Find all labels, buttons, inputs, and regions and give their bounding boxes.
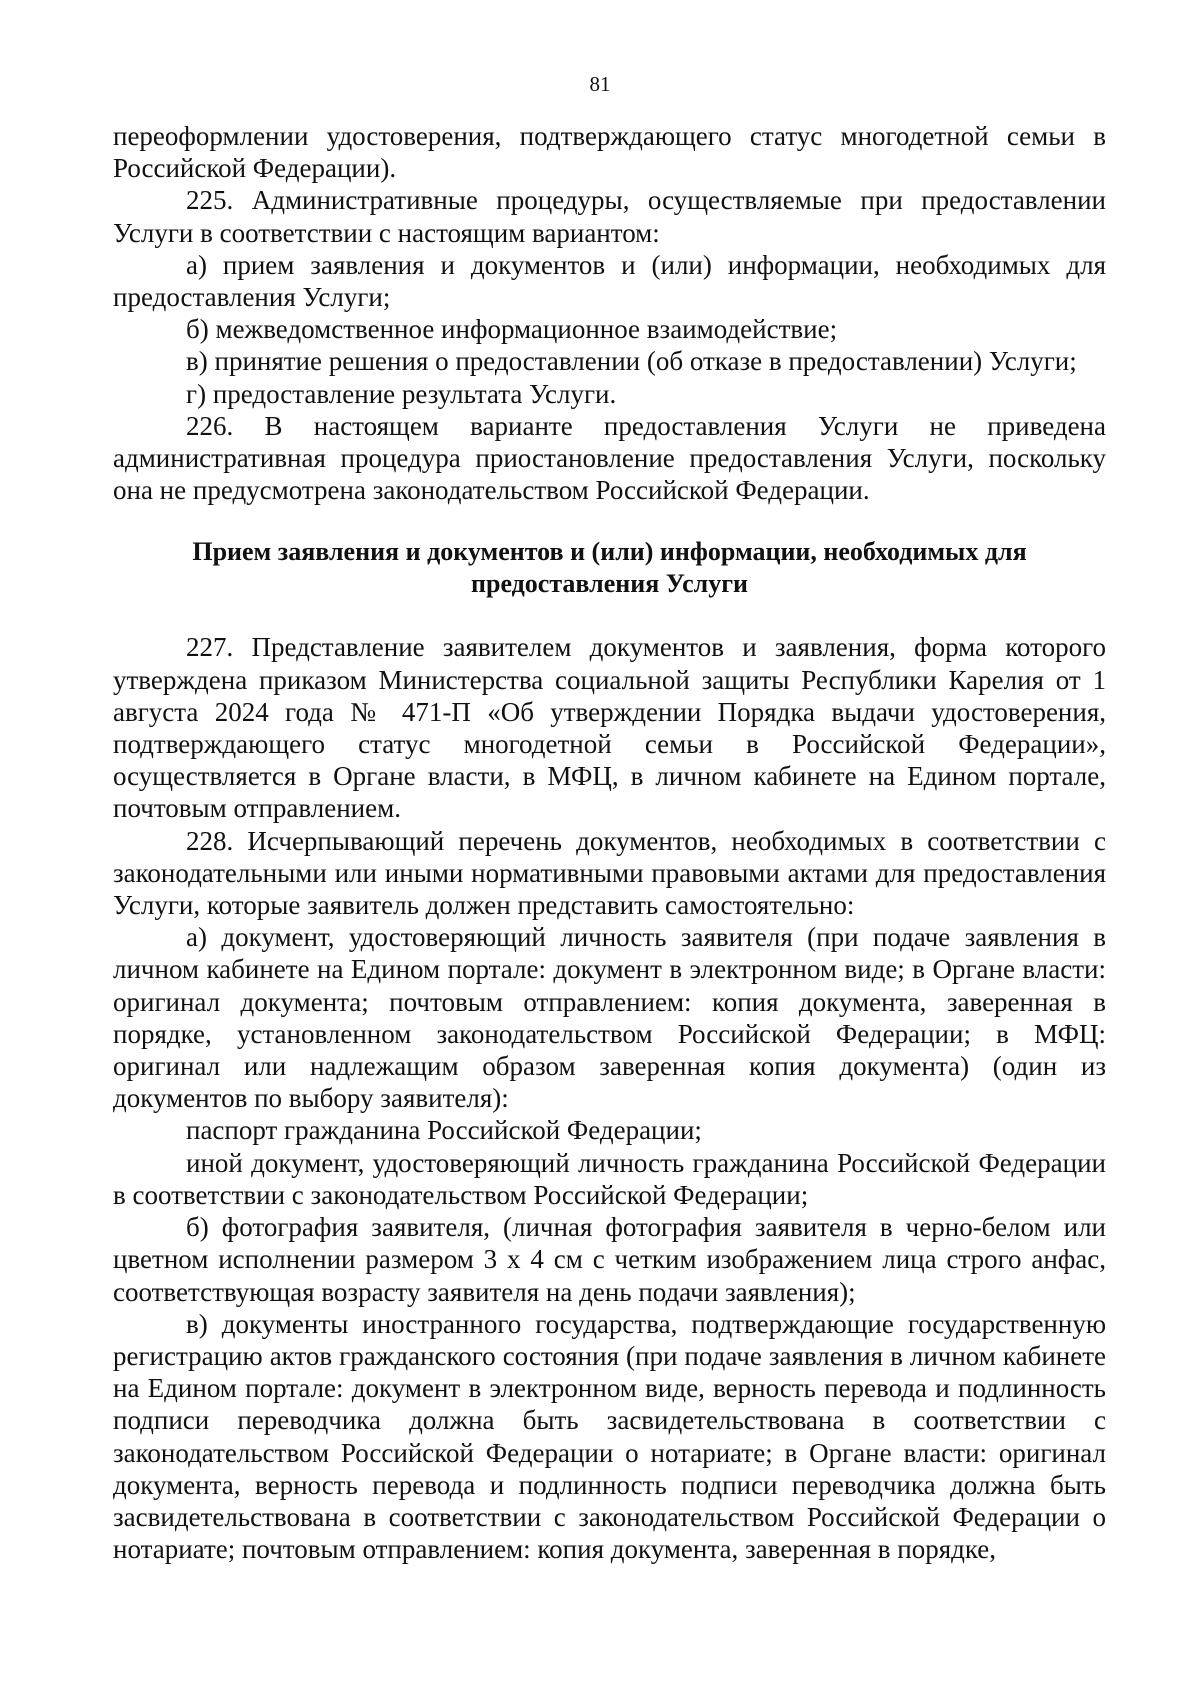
section-heading-line: Прием заявления и документов и (или) информации, необходимых для <box>192 537 1027 567</box>
list-item: а) прием заявления и документов и (или) информации, необходимых для предоставления Услуги; <box>113 249 1106 313</box>
paragraph: 227. Представление заявителем документов и заявления, форма которого утверждена приказом Министерства социальной защиты Республики Карелия от 1 августа 2024 года № 471-П «Об утверждении Порядка выдачи удостоверения, подтверждающего статус многодетной семьи в Российской Федерации», осуществляется в Органе власти, в МФЦ, в личном кабинете на Едином портале, почтовым отправлением. <box>113 632 1106 824</box>
list-item: паспорт гражданина Российской Федерации; <box>186 1115 702 1146</box>
list-item: а) документ, удостоверяющий личность заявителя (при подаче заявления в личном кабинете на Едином портале: документ в электронном виде; в Органе власти: оригинал документа; почтовым отправлением: копия документа, заверенная в порядке, установленном законодательством Российской Федерации; в МФЦ: оригинал или надлежащим образом заверенная копия документа) (один из документов по выбору заявителя): <box>113 922 1106 1114</box>
section-heading-line: предоставления Услуги <box>471 569 748 599</box>
page-number: 81 <box>589 72 611 96</box>
list-item: иной документ, удостоверяющий личность гражданина Российской Федерации в соответствии с законодательством Российской Федерации; <box>113 1147 1106 1210</box>
paragraph: 228. Исчерпывающий перечень документов, необходимых в соответствии с законодательными или иными нормативными правовыми актами для предоставления Услуги, которые заявитель должен представить самостоятельно: <box>113 825 1106 921</box>
list-item: в) принятие решения о предоставлении (об отказе в предоставлении) Услуги; <box>186 346 1077 377</box>
list-item: г) предоставление результата Услуги. <box>186 378 617 409</box>
paragraph: 225. Административные процедуры, осуществляемые при предоставлении Услуги в соответствии с настоящим вариантом: <box>113 185 1106 248</box>
paragraph: 226. В настоящем варианте предоставления Услуги не приведена административная процедура приостановление предоставления Услуги, поскольку она не предусмотрена законодательством Российской Федерации. <box>113 410 1106 506</box>
list-item: в) документы иностранного государства, подтверждающие государственную регистрацию актов гражданского состояния (при подаче заявления в личном кабинете на Едином портале: документ в электронном виде, верность перевода и подлинность подписи переводчика должна быть засвидетельствована в соответствии с законодательством Российской Федерации о нотариате; в Органе власти: оригинал документа, верность перевода и подлинность подписи переводчика должна быть засвидетельствована в соответствии с законодательством Российской Федерации о нотариате; почтовым отправлением: копия документа, заверенная в порядке, <box>113 1308 1106 1565</box>
paragraph: переоформлении удостоверения, подтверждающего статус многодетной семьи в Российской Федерации). <box>113 121 1106 184</box>
section-heading <box>113 536 1106 600</box>
document-body <box>113 120 1106 1565</box>
list-item: б) фотография заявителя, (личная фотография заявителя в черно-белом или цветном исполнении размером 3 х 4 см с четким изображением лица строго анфас, соответствующая возрасту заявителя на день подачи заявления); <box>113 1212 1106 1307</box>
list-item: б) межведомственное информационное взаимодействие; <box>186 314 838 345</box>
